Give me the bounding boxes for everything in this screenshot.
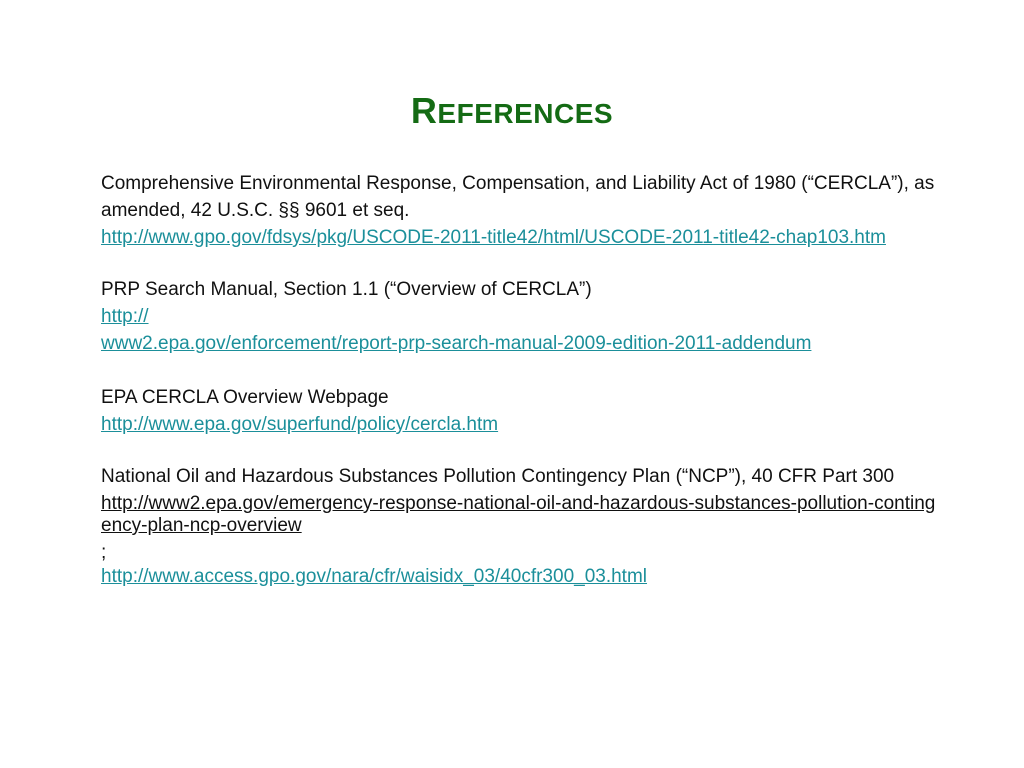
references-list bbox=[101, 170, 941, 615]
slide-title-rest: EFERENCES bbox=[437, 98, 614, 129]
reference-link-part2: www2.epa.gov/enforcement/report-prp-search-manual-2009-edition-2011-addendum bbox=[101, 333, 812, 354]
reference-text: National Oil and Hazardous Substances Pollution Contingency Plan (“NCP”), 40 CFR Part 300 bbox=[101, 466, 895, 487]
reference-text: PRP Search Manual, Section 1.1 (“Overview of CERCLA”) bbox=[101, 279, 592, 300]
reference-text: EPA CERCLA Overview Webpage bbox=[101, 387, 389, 408]
reference-text: Comprehensive Environmental Response, Compensation, and Liability Act of 1980 (“CERCLA”), as amended, 42 U.S.C. §§ 9601 et seq. bbox=[101, 173, 935, 221]
reference-link-ncp-overview[interactable]: http://www2.epa.gov/emergency-response-national-oil-and-hazardous-substances-pollution-contingency-plan-ncp-overview bbox=[101, 493, 936, 536]
reference-prp-search-manual bbox=[101, 276, 941, 357]
reference-link[interactable] bbox=[101, 303, 941, 357]
reference-separator: ; bbox=[101, 542, 107, 563]
reference-link[interactable]: http://www.gpo.gov/fdsys/pkg/USCODE-2011-title42/html/USCODE-2011-title42-chap103.htm bbox=[101, 227, 886, 248]
reference-ncp bbox=[101, 463, 941, 588]
reference-link[interactable]: http://www.epa.gov/superfund/policy/cercla.htm bbox=[101, 414, 499, 435]
reference-link-cfr[interactable]: http://www.access.gpo.gov/nara/cfr/waisidx_03/40cfr300_03.html bbox=[101, 566, 648, 587]
slide-title-initial: R bbox=[410, 90, 438, 131]
reference-epa-cercla-webpage bbox=[101, 384, 941, 436]
reference-link-part1: http:// bbox=[101, 306, 149, 327]
slide-title bbox=[0, 90, 1024, 132]
reference-cercla-act bbox=[101, 170, 941, 249]
